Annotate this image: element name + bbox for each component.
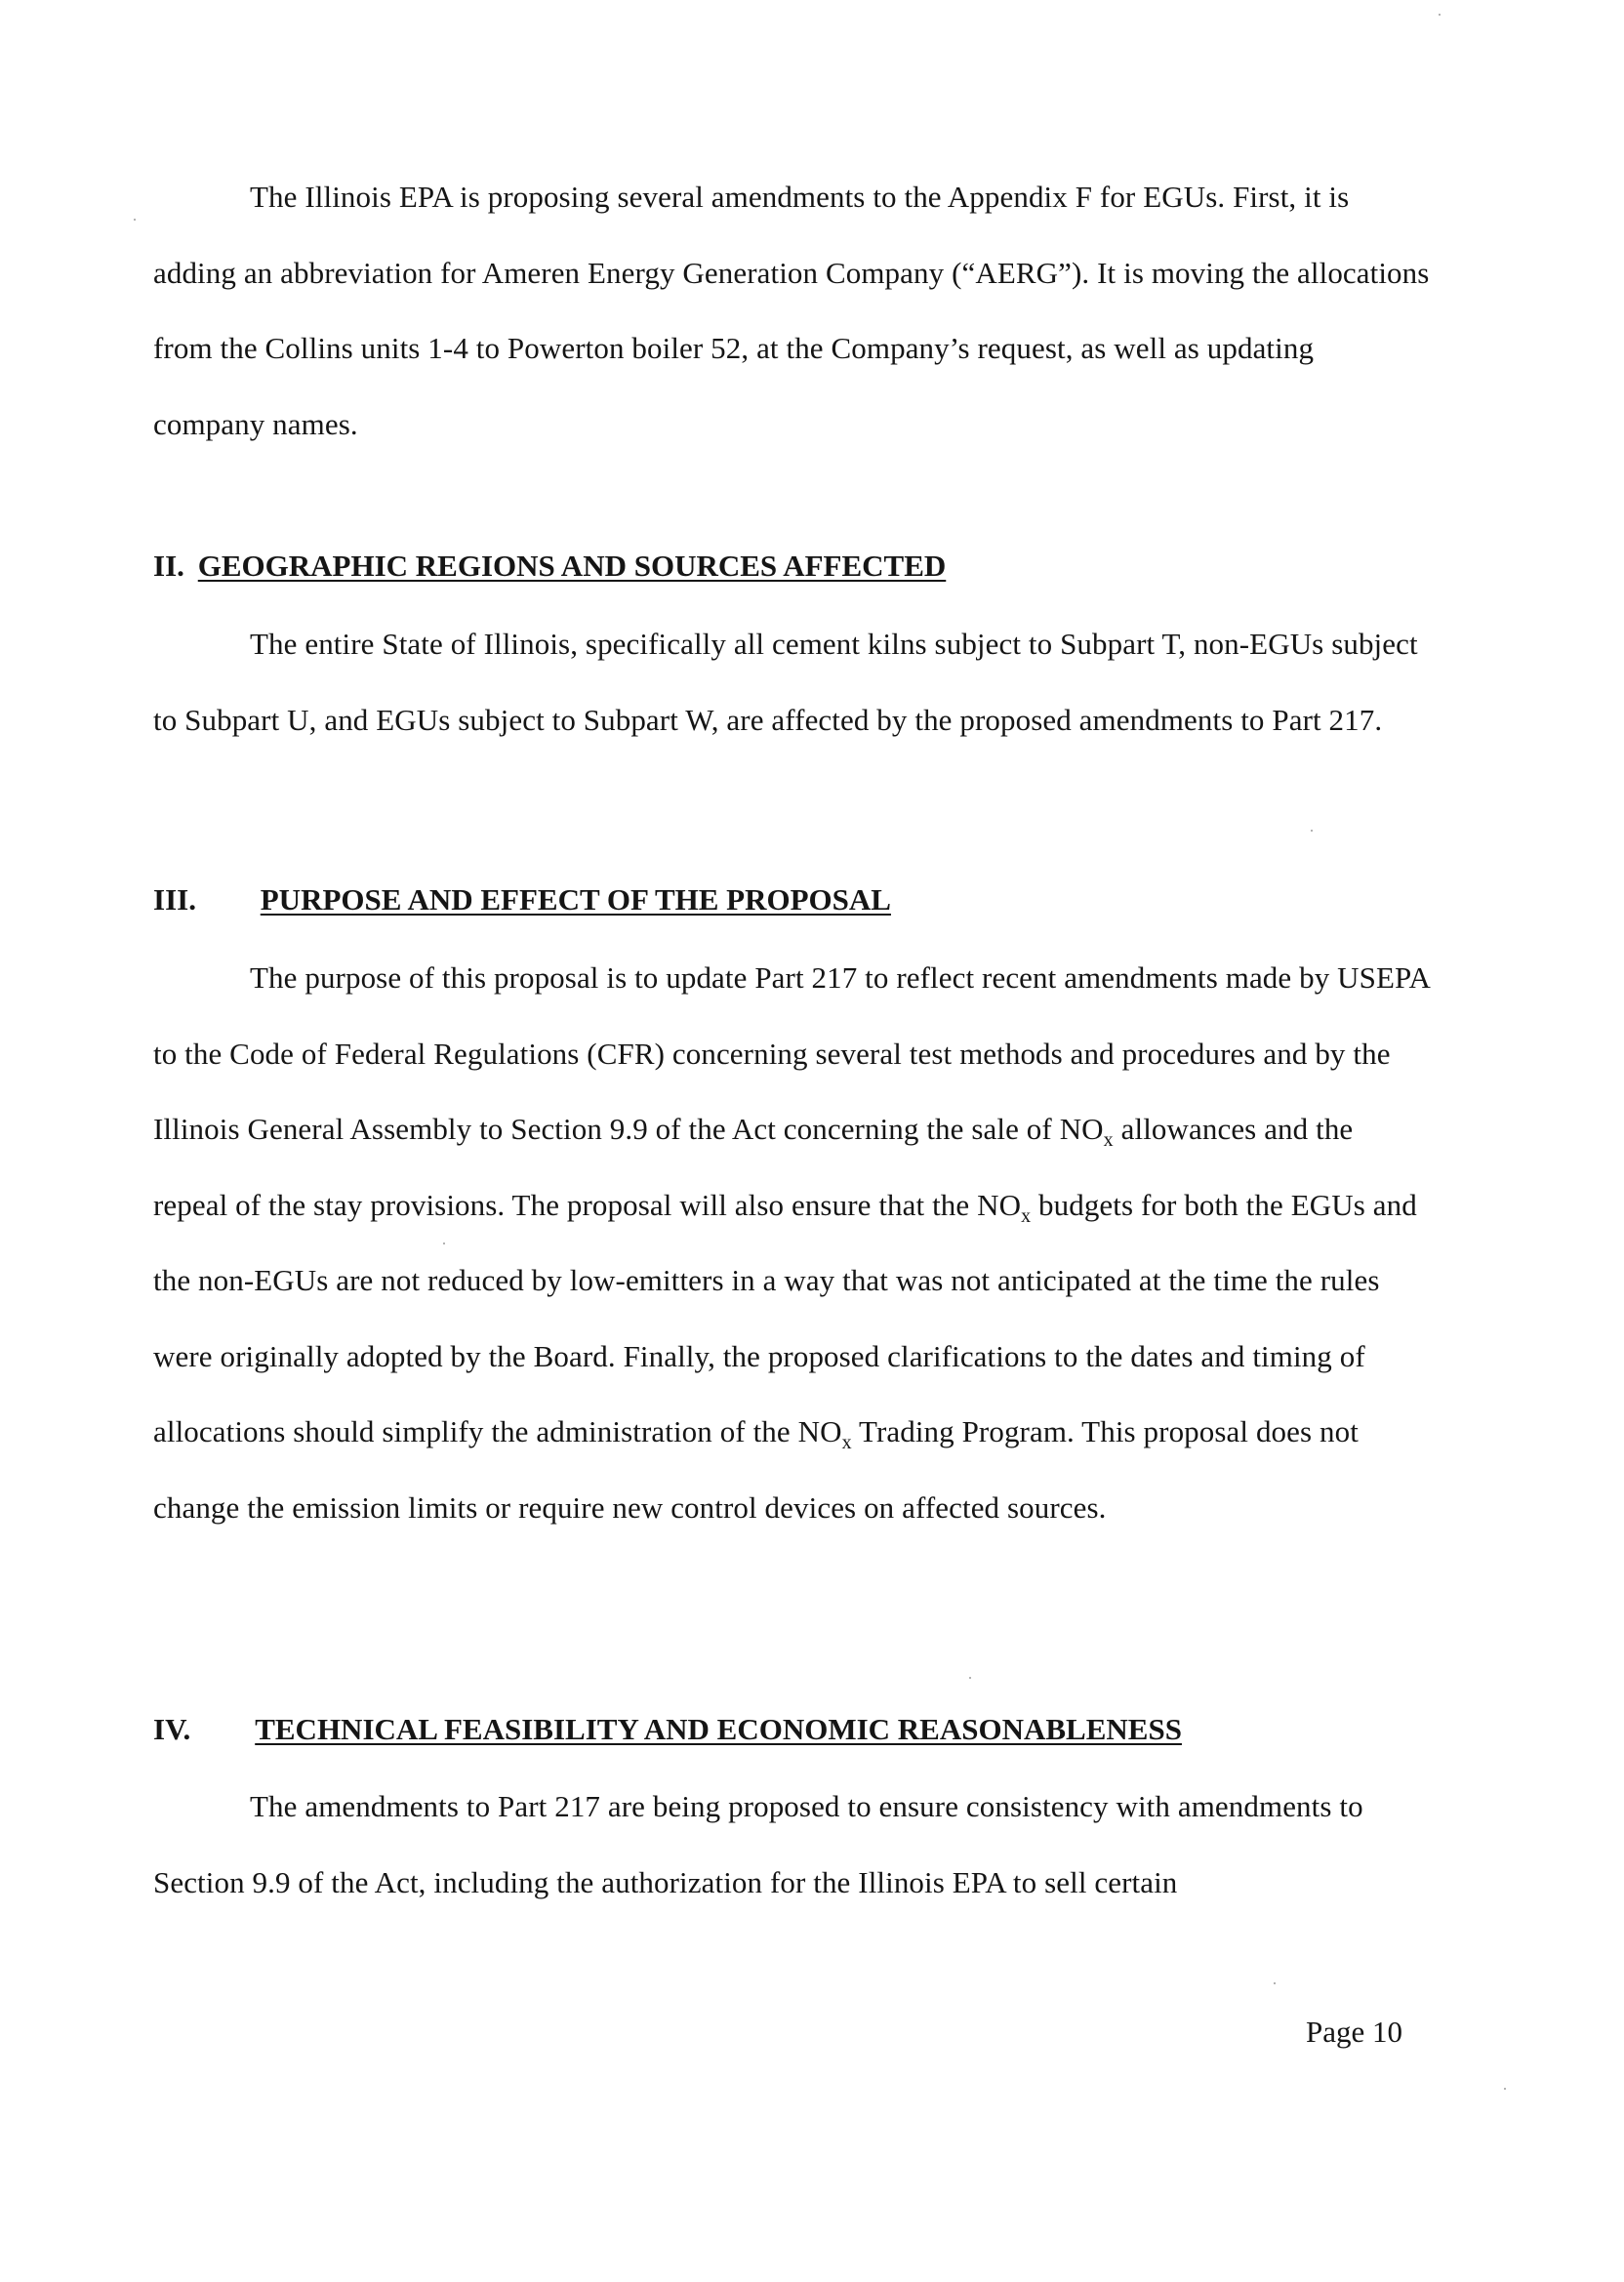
- scan-speck: [443, 1243, 445, 1244]
- scan-speck: [1274, 1982, 1276, 1984]
- scan-speck: [1311, 830, 1313, 832]
- scan-speck: [134, 219, 136, 221]
- section-ii-heading: [153, 547, 946, 586]
- section-iii-text-3: budgets for both the EGUs and the non-EGUs are not reduced by low-emitters in a way that was not anticipated at the time the rules were originally adopted by the Board. Finally, the proposed clarifications to the dates and timing of allocations should simplify the administration of the: [153, 1187, 1417, 1448]
- section-iii-text-1: The purpose of this proposal is to update Part 217 to reflect recent amendments made by USEPA to the Code of Federal Regulations (CFR) concerning several test methods and procedures and by the Illinois General Assembly to Section 9.9 of the Act concerning the sale of: [153, 960, 1430, 1146]
- section-iii-paragraph: [153, 940, 1432, 1545]
- section-iii-text-4: Trading Program. This proposal does not change the emission limits or require new control devices on affected sources.: [153, 1414, 1359, 1525]
- page-number: Page 10: [1306, 2015, 1403, 2049]
- scan-speck: [1439, 14, 1441, 16]
- section-ii-title: GEOGRAPHIC REGIONS AND SOURCES AFFECTED: [197, 549, 947, 583]
- section-ii-paragraph: The entire State of Illinois, specifically all cement kilns subject to Subpart T, non-EGUs subject to Subpart U, and EGUs subject to Subpart W, are affected by the proposed amendments to Part 217.: [153, 627, 1418, 737]
- section-iv-title: TECHNICAL FEASIBILITY AND ECONOMIC REASONABLENESS: [255, 1712, 1182, 1746]
- section-iv-heading: [153, 1710, 1182, 1749]
- nox-term: $NO_x$: [1059, 1112, 1114, 1151]
- section-ii-number: II.: [153, 549, 184, 583]
- intro-paragraph: The Illinois EPA is proposing several amendments to the Appendix F for EGUs. First, it is adding an abbreviation for Ameren Energy Generation Company (“AERG”). It is moving the allocations from the Collins units 1-4 to Powerton boiler 52, at the Company’s request, as well as updating company names.: [153, 180, 1430, 441]
- scan-speck: [969, 1677, 971, 1679]
- section-iii-title: PURPOSE AND EFFECT OF THE PROPOSAL: [260, 882, 891, 917]
- scan-speck: [1504, 2088, 1506, 2090]
- nox-term: $NO_x$: [977, 1187, 1032, 1227]
- section-iii-text-2: allowances and the repeal of the stay provisions. The proposal will also ensure that the: [153, 1112, 1354, 1222]
- section-iv-number: IV.: [153, 1712, 191, 1746]
- section-iii-number: III.: [153, 882, 196, 917]
- section-iv-paragraph: The amendments to Part 217 are being proposed to ensure consistency with amendments to Section 9.9 of the Act, including the authorization for the Illinois EPA to sell certain: [153, 1789, 1363, 1899]
- nox-term: $NO_x$: [797, 1414, 852, 1453]
- section-iii-heading: [153, 880, 891, 919]
